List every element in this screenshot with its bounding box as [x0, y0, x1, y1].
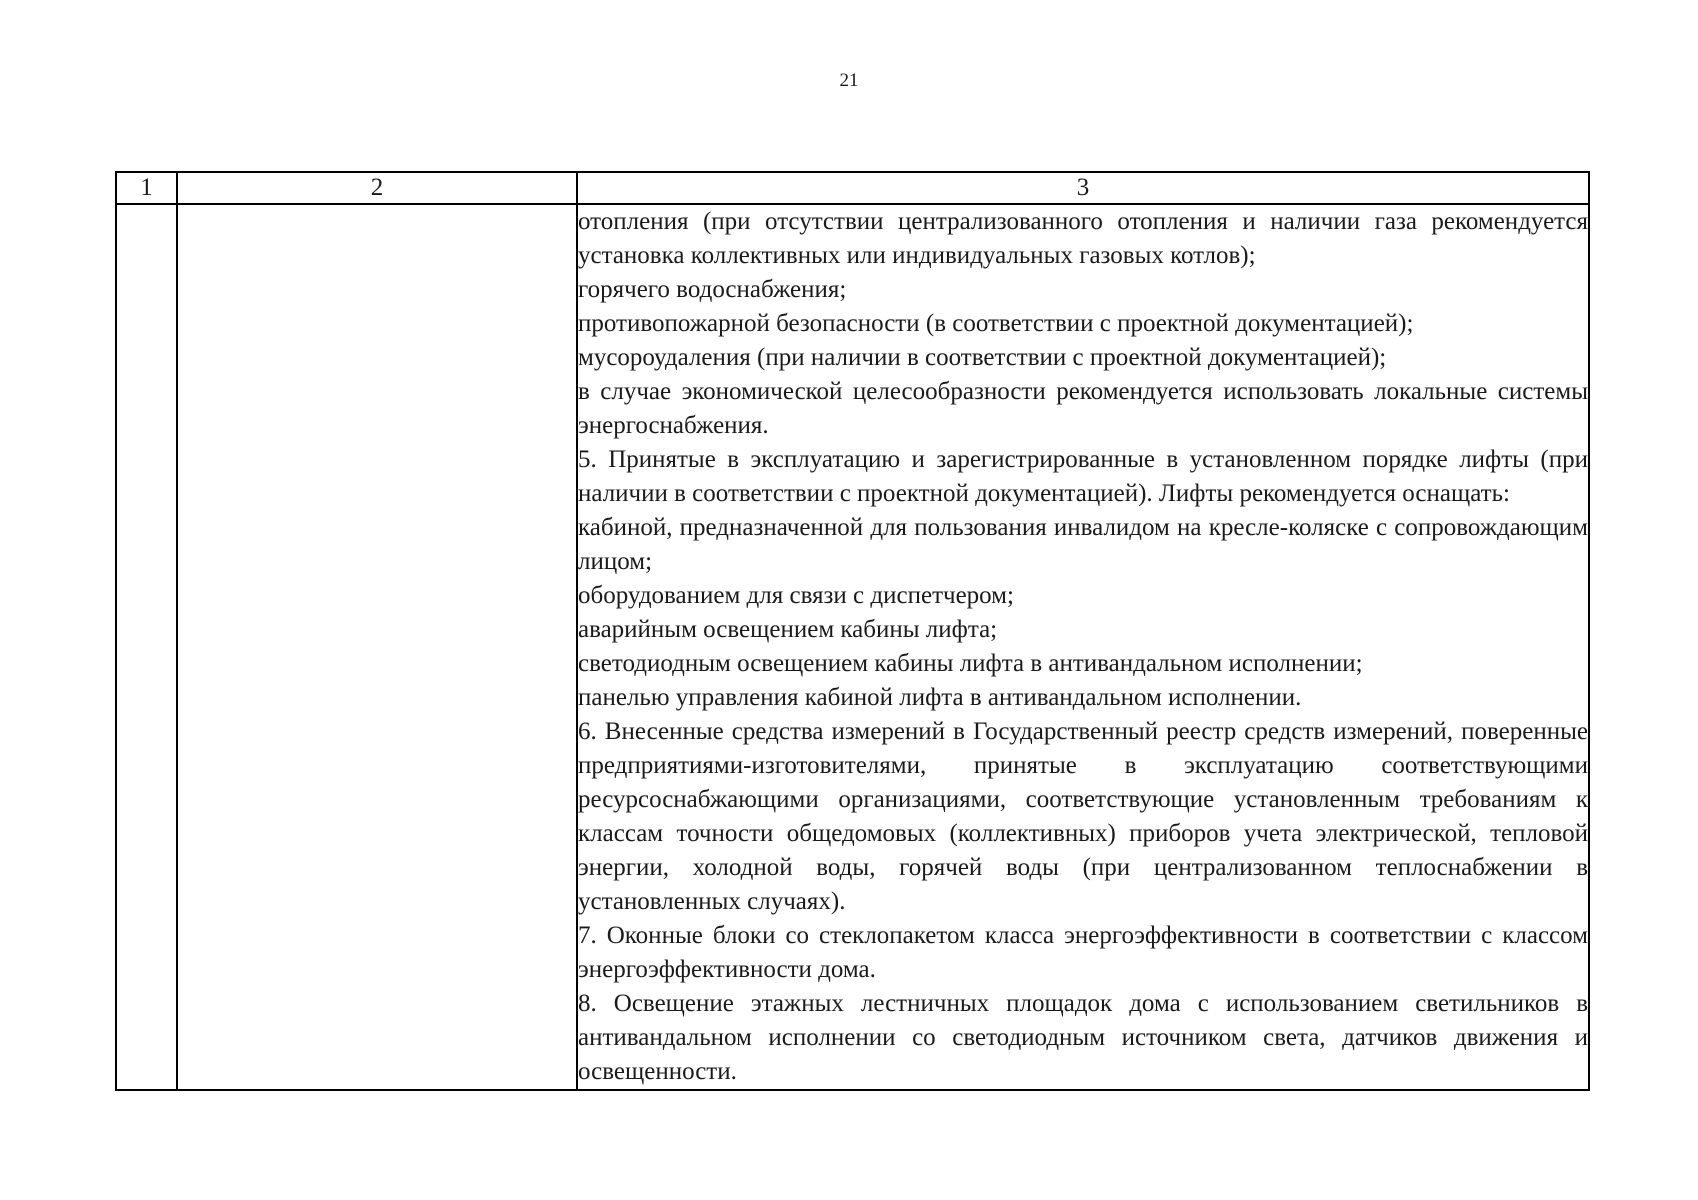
paragraph-fire-safety: противопожарной безопасности (в соответствии с проектной документацией); — [578, 310, 1414, 337]
column-header-1: 1 — [116, 172, 177, 204]
paragraph-elevator-cabin: кабиной, предназначенной для пользования инвалидом на кресле-коляске с сопровождающим лицом; — [578, 514, 1588, 575]
paragraph-control-panel: панелью управления кабиной лифта в антивандальном исполнении. — [578, 684, 1302, 711]
paragraph-dispatcher-link: оборудованием для связи с диспетчером; — [578, 582, 1014, 609]
column-header-2: 2 — [177, 172, 577, 204]
paragraph-item-7-windows: 7. Оконные блоки со стеклопакетом класса энергоэффективности в соответствии с классом энергоэффективности дома. — [578, 922, 1588, 983]
requirements-table — [115, 171, 1590, 1091]
table-header-row — [116, 172, 1589, 204]
paragraph-item-6-meters: 6. Внесенные средства измерений в Государственный реестр средств измерений, поверенные предприятиями-изготовителями, принятые в эксплуатацию соответствующими ресурсоснабжающими организациями, соответствующие установленным требованиям к классам точности общедомовых (коллективных) приборов учета электрической, тепловой энергии, холодной воды, горячей воды (при централизованном теплоснабжении в установленных случаях). — [578, 718, 1588, 915]
paragraph-hot-water: горячего водоснабжения; — [578, 276, 847, 303]
table-row — [116, 204, 1589, 1090]
paragraph-item-8-stair-lighting: 8. Освещение этажных лестничных площадок дома с использованием светильников в антивандальном исполнении со светодиодным источником света, датчиков движения и освещенности. — [578, 990, 1588, 1085]
cell-col-3 — [577, 204, 1589, 1090]
cell-col-1 — [116, 204, 177, 1090]
paragraph-local-energy: в случае экономической целесообразности рекомендуется использовать локальные системы энергоснабжения. — [578, 378, 1588, 439]
cell-col-2 — [177, 204, 577, 1090]
paragraph-item-5-elevators: 5. Принятые в эксплуатацию и зарегистрированные в установленном порядке лифты (при наличии в соответствии с проектной документацией). Лифты рекомендуется оснащать: — [578, 446, 1588, 507]
paragraph-waste-removal: мусороудаления (при наличии в соответствии с проектной документацией); — [578, 344, 1387, 371]
paragraph-heating: отопления (при отсутствии централизованного отопления и наличии газа рекомендуется установка коллективных или индивидуальных газовых котлов); — [578, 208, 1588, 269]
paragraph-led-lighting: светодиодным освещением кабины лифта в антивандальном исполнении; — [578, 650, 1363, 677]
paragraph-emergency-lighting: аварийным освещением кабины лифта; — [578, 616, 998, 643]
column-header-3: 3 — [577, 172, 1589, 204]
page-number: 21 — [839, 70, 859, 91]
